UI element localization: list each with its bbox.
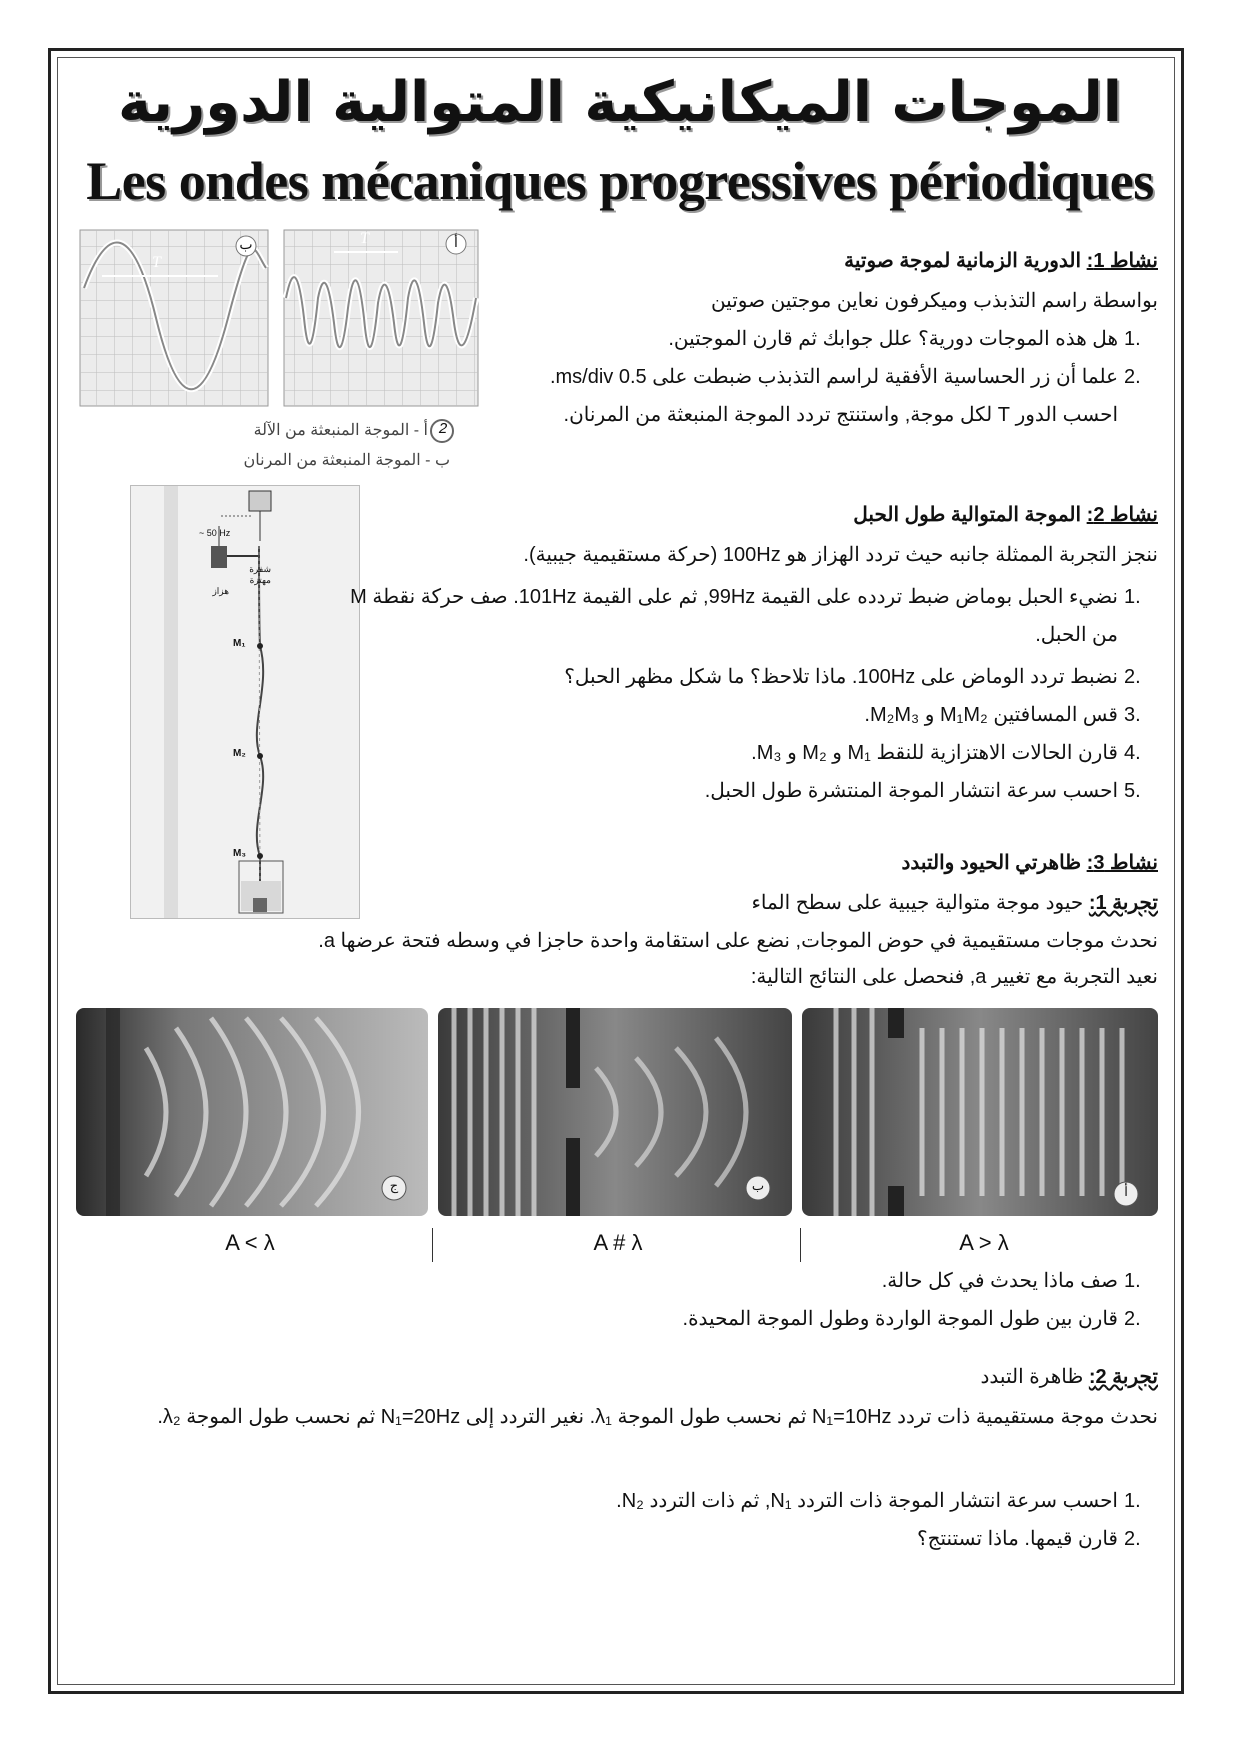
- list-item: 1. صف ماذا يحدث في كل حالة.: [881, 1270, 1141, 1292]
- vibrator-label: هزاز: [212, 586, 229, 596]
- vibrator-block: [211, 546, 227, 568]
- activity1-heading: [558, 248, 1158, 273]
- activity2-heading: [558, 502, 1158, 527]
- exp1-title: حيود موجة متوالية جيبية على سطح الماء: [751, 892, 1084, 914]
- condition-a: A > λ: [959, 1230, 1009, 1255]
- activity3-title: ظاهرتي الحيود والتبدد: [901, 852, 1082, 874]
- ripple-svg: [76, 1008, 1158, 1216]
- freq-label: ~ 50 Hz: [199, 528, 231, 538]
- blade-label: شفرة مهتزة: [249, 564, 271, 585]
- list-item: 5. احسب سرعة انتشار الموجة المنتشرة طول الحبل.: [704, 780, 1141, 802]
- exp1-p1: نحدث موجات مستقيمية في حوض الموجات, نضع على استقامة واحدة حاجزا في وسطه فتحة عرضها a.: [318, 930, 1158, 952]
- exp2-p1: نحدث موجة مستقيمية ذات تردد N₁=10Hz ثم نحسب طول الموجة λ₁. نغير التردد إلى N₁=20Hz ثم نحسب طول الموجة λ₂.: [157, 1406, 1158, 1428]
- activity2-intro: ننجز التجربة الممثلة جانبه حيث تردد الهزاز هو 100Hz (حركة مستقيمية جيبية).: [523, 544, 1158, 566]
- m2-label: M₂: [233, 748, 246, 759]
- photo-b-badge: ب: [751, 1178, 765, 1193]
- separator: [432, 1228, 433, 1262]
- label-b: ب: [239, 236, 253, 252]
- exp2-list: [318, 1482, 1158, 1558]
- m1-label: M₁: [233, 638, 246, 649]
- activity1-list: [518, 320, 1158, 434]
- activity3-label: نشاط 3:: [1086, 852, 1158, 874]
- ripple-photos: [76, 1008, 1158, 1216]
- period-t-b: T: [152, 254, 161, 271]
- weight: [253, 898, 267, 912]
- list-item: 1. نضيء الحبل بوماض ضبط تردده على القيمة 99Hz, ثم على القيمة 101Hz. صف حركة نقطة M من الحبل.: [350, 586, 1141, 646]
- exp1-line: [458, 884, 1158, 922]
- list-item: 2. نضبط تردد الوماض على 100Hz. ماذا تلاحظ؟ ما شكل مظهر الحبل؟: [564, 666, 1141, 688]
- list-item: 1. هل هذه الموجات دورية؟ علل جوابك ثم قارن الموجتين.: [668, 328, 1141, 350]
- oscilloscope-figure: [78, 228, 480, 478]
- activity1-title: الدورية الزمانية لموجة صوتية: [844, 250, 1082, 272]
- list-item: 2. قارن بين طول الموجة الواردة وطول الموجة المحيدة.: [682, 1308, 1141, 1330]
- photo-a-badge: أ: [1124, 1184, 1128, 1199]
- m3-label: M₃: [233, 848, 246, 859]
- label-a: أ: [454, 234, 458, 250]
- list-item: 4. قارن الحالات الاهتزازية للنقط M₁ و M₂ و M₃.: [751, 742, 1141, 764]
- point-m1: [257, 643, 263, 649]
- point-m2: [257, 753, 263, 759]
- exp2-title: ظاهرة التبدد: [980, 1366, 1084, 1388]
- exp1-p2: نعيد التجربة مع تغيير a, فنحصل على النتائج التالية:: [750, 966, 1158, 988]
- point-m3: [257, 853, 263, 859]
- exp1-label: تجربة 1:: [1088, 892, 1158, 914]
- exp1-list: [418, 1262, 1158, 1338]
- figure-number: 2: [438, 420, 448, 437]
- title-arabic: الموجات الميكانيكية المتوالية الدورية: [118, 70, 1122, 135]
- list-item: 3. قس المسافتين M₁M₂ و M₂M₃.: [864, 704, 1141, 726]
- caption-a: أ - الموجة المنبعثة من الآلة: [253, 422, 428, 439]
- title-french: Les ondes mécaniques progressives périodiques: [86, 151, 1154, 211]
- separator: [800, 1228, 801, 1262]
- activity3-heading: [558, 850, 1158, 875]
- photo-c-badge: ج: [389, 1178, 399, 1193]
- activity2-list: [338, 578, 1158, 810]
- caption-b: ب - الموجة المنبعثة من المرنان: [243, 452, 450, 469]
- condition-b: A # λ: [593, 1230, 643, 1255]
- photo-c: [76, 1008, 428, 1216]
- activity1-intro: بواسطة راسم التذبذب وميكرفون نعاين موجتين صوتين: [710, 290, 1158, 312]
- exp2-line: [458, 1358, 1158, 1396]
- list-item: 2. علما أن زر الحساسية الأفقية لراسم التذبذب ضبطت على 0.5 ms/div. احسب الدور T لكل موجة, واستنتج تردد الموجة المنبعثة من المرنان.: [549, 366, 1141, 426]
- rope-figure: [130, 485, 360, 919]
- exp2-label: تجربة 2:: [1088, 1366, 1158, 1388]
- activity2-label: نشاط 2:: [1086, 504, 1158, 526]
- activity1-label: نشاط 1:: [1086, 250, 1158, 272]
- condition-c: A < λ: [225, 1230, 275, 1255]
- list-item: 1. احسب سرعة انتشار الموجة ذات التردد N₁, ثم ذات التردد N₂.: [616, 1490, 1141, 1512]
- activity2-title: الموجة المتوالية طول الحبل: [853, 504, 1082, 526]
- list-item: 2. قارن قيمها. ماذا تستنتج؟: [916, 1528, 1141, 1550]
- oscilloscope-svg: [78, 228, 480, 478]
- period-t-a: T: [360, 230, 369, 247]
